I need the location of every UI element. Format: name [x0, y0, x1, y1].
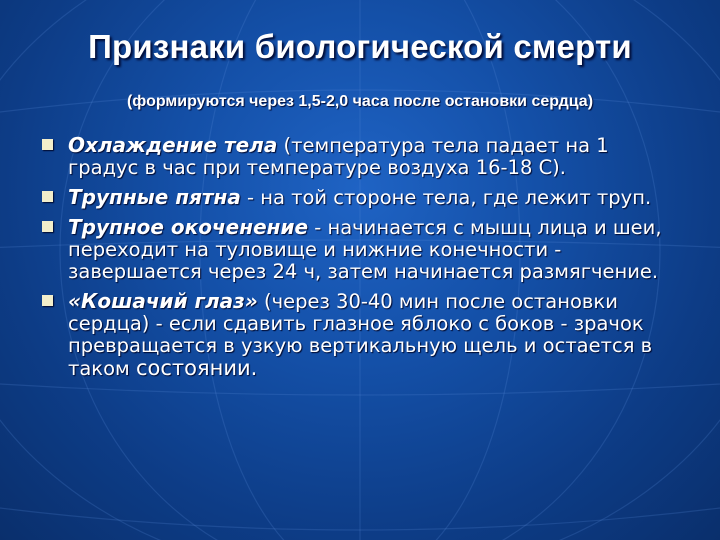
square-bullet-icon	[42, 221, 53, 232]
slide-title: Признаки биологической смерти	[88, 28, 632, 65]
bullet-text: (через 30-40 мин после остановки сердца) - если сдавить глазное яблоко с боков - зрачок превращается в узкую вертикальную щель и остается в таком	[68, 290, 653, 380]
bullet-item-cats-eye	[42, 290, 682, 380]
bullet-term: Охлаждение тела	[68, 133, 278, 157]
bullet-text: - начинается с мышц лица и шеи, переходит на туловище и нижние конечности - завершается через 24 ч, затем начинается размягчение.	[68, 216, 662, 283]
square-bullet-icon	[42, 191, 53, 202]
bullet-item-cooling	[42, 134, 682, 179]
square-bullet-icon	[42, 139, 53, 150]
bullet-text: - на той стороне тела, где лежит труп.	[240, 186, 652, 209]
slide-subtitle: (формируются через 1,5-2,0 часа после остановки сердца)	[126, 93, 594, 110]
bullet-term: «Кошачий глаз»	[68, 289, 258, 313]
bullet-item-livor-mortis	[42, 186, 682, 209]
bullet-text: (температура тела падает на 1 градус в час при температуре воздуха 16-18 С).	[68, 134, 609, 179]
bullet-list	[42, 134, 682, 387]
bullet-term: Трупное окоченение	[68, 215, 309, 239]
bullet-item-rigor-mortis	[42, 216, 682, 283]
bullet-text-end: состоянии.	[135, 356, 258, 380]
square-bullet-icon	[42, 295, 53, 306]
bullet-term: Трупные пятна	[68, 185, 241, 209]
